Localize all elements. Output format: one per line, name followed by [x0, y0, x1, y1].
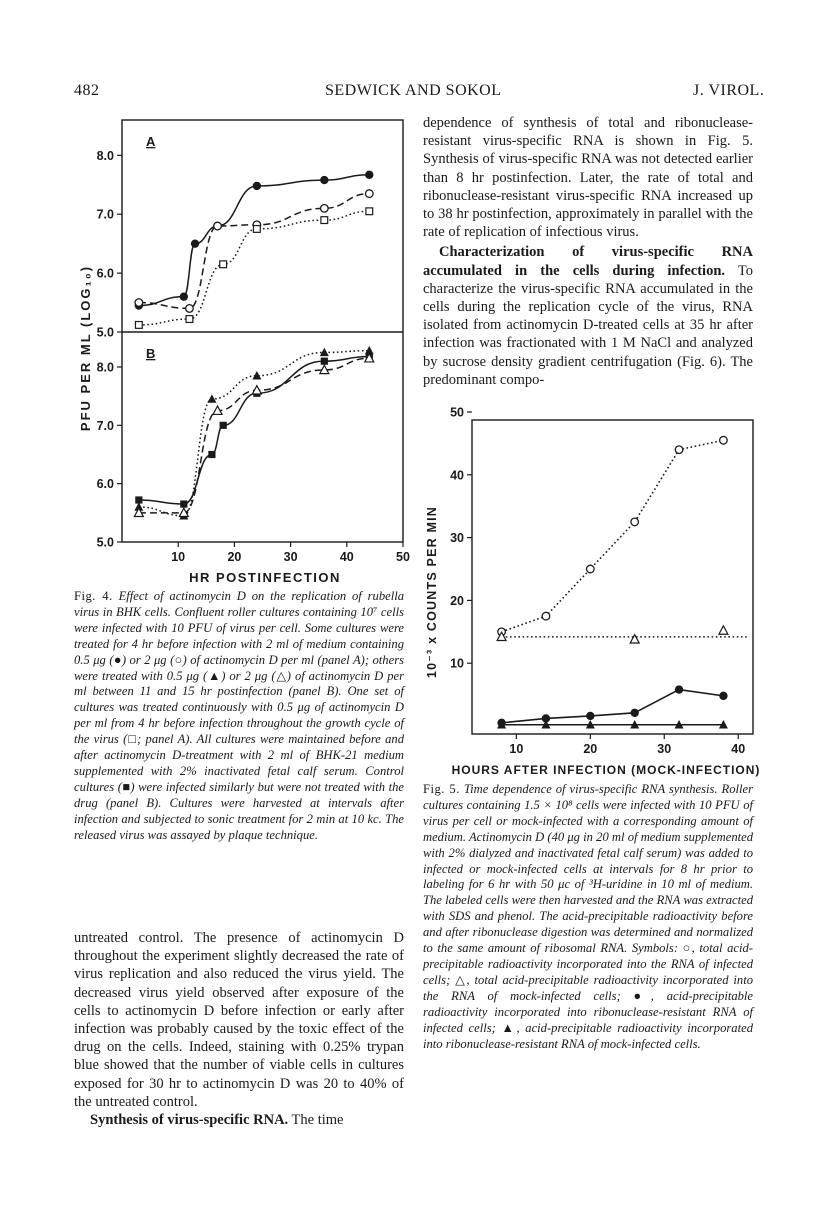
running-head-authors: SEDWICK AND SOKOL [325, 82, 502, 99]
right-paragraph-2-heading: Characterization of virus-specific RNA accumulated in the cells during infection. [423, 244, 753, 279]
fig5-y-tick-label: 50 [450, 405, 464, 420]
right-paragraph-2: To characterize the virus-specific RNA accumulated in the cells during the replication cycle of the virus, RNA isolated from actinomycin D-treated cells at 35 hr after infection was fractionated with 1 M NaCl and analyzed by sucrose density gradient centrifugation (Fig. 6). The predominant compo- [423, 262, 753, 388]
fig5-x-tick-label: 40 [731, 742, 746, 756]
fig5-x-tick-label: 30 [657, 742, 672, 756]
running-head-journal: J. VIROL. [693, 82, 765, 99]
fig5-caption-lead: Fig. 5. [423, 782, 460, 796]
fig5-series-2-point [719, 626, 728, 634]
fig4-y-axis-label: PFU PER ML (LOG₁₀) [78, 264, 93, 432]
fig4-x-tick-label: 40 [339, 550, 354, 564]
fig5-x-tick-label: 10 [509, 742, 524, 756]
panel-b-y-tick-label: 8.0 [96, 360, 114, 375]
left-paragraph-2: The time [288, 1112, 344, 1129]
fig5-y-tick-label: 40 [450, 468, 464, 483]
fig5-caption-text: Time dependence of virus-specific RNA synthesis. Roller cultures containing 1.5 × 10⁸ cells were infected with 10 PFU of virus per cell or mock-infected with a corresponding amount of medium. Actinomycin D (40 μg in 20 ml of medium supplemented with 2% dialyzed and inactivated fetal calf serum) was added to infected or mock-infected cells at intervals for 8 hr prior to labeling for 6 hr with 50 μc of ³H-uridine in 10 ml of medium. The labeled cells were then harvested and the RNA was extracted with SDS and phenol. The acid-precipitable radioactivity before and after ribonuclease digestion was determined and normalized to the same amount of ribosomal RNA. Symbols: ○, total acid-precipitable radioactivity incorporated into the RNA of infected cells; △, total acid-precipitable radioactivity incorporated into the RNA of mock-infected cells; ●, acid-precipitable radioactivity incorporated into ribonuclease-resistant RNA of infected cells; ▲, acid-precipitable radioactivity incorporated into ribonuclease-resistant RNA of mock-infected cells. [423, 782, 753, 1051]
page-number: 482 [74, 82, 100, 99]
fig4-x-tick-label: 30 [283, 550, 298, 564]
panel-a-y-tick-label: 7.0 [96, 207, 114, 222]
fig5-x-axis-label: HOURS AFTER INFECTION (MOCK-INFECTION) [451, 763, 761, 777]
fig4-x-axis-label: HR POSTINFECTION [189, 570, 341, 585]
fig4-caption [74, 589, 404, 844]
fig5-series-3-point [586, 712, 594, 720]
fig5-series-3-line [502, 690, 724, 723]
panel-a-y-tick-label: 8.0 [96, 148, 114, 163]
fig4-caption-lead: Fig. 4. [74, 589, 113, 603]
fig4-x-tick-label: 50 [396, 550, 410, 564]
panel-b-y-tick-label: 7.0 [96, 418, 114, 433]
left-paragraph-2-heading: Synthesis of virus-specific RNA. [90, 1112, 289, 1129]
left-paragraph-1: untreated control. The presence of actinomycin D throughout the experiment slightly decreased the rate of virus replication and also reduced the virus yield. The decreased virus yield observed after exposure of the cells to actinomycin D before infection or early after infection was probably caused by the toxic effect of the drug on the cells. Indeed, staining with 0.25% trypan blue showed that the number of viable cells in cultures exposed for 30 hr to actinomycin D was 20 to 40% of the untreated control. [74, 930, 404, 1110]
right-column-text [423, 114, 753, 389]
fig5-y-axis-label: 10⁻³ x COUNTS PER MIN [425, 505, 439, 679]
panel-a-label: A [146, 134, 156, 149]
fig5-series-1-point [542, 612, 550, 620]
panel-a-y-tick-label: 5.0 [96, 325, 114, 340]
fig5-x-tick-label: 20 [583, 742, 598, 756]
fig5-y-tick-label: 10 [450, 656, 464, 671]
fig4-x-tick-label: 10 [171, 550, 186, 564]
fig5-y-tick-label: 30 [450, 531, 464, 546]
fig5-series-3-point [630, 709, 638, 717]
left-column-text [74, 929, 404, 1129]
fig5-y-tick-label: 20 [450, 593, 464, 608]
right-paragraph-1: dependence of synthesis of total and ribonuclease-resistant virus-specific RNA is shown in Fig. 5. Synthesis of virus-specific RNA was not detected earlier than 8 hr postinfection. Later, the rate of total and ribonuclease-resistant virus-specific RNA increased up to 38 hr postinfection, approximately in parallel with the rate of replication of infectious virus. [423, 115, 753, 241]
fig5-series-1-line [502, 440, 724, 632]
fig5-frame [472, 420, 753, 734]
fig5-series-1-point [720, 436, 728, 444]
panel-b-y-tick-label: 6.0 [96, 477, 114, 492]
fig5-series-1-point [631, 518, 639, 526]
fig4-caption-text: Effect of actinomycin D on the replication of rubella virus in BHK cells. Confluent roller cultures containing 10⁷ cells were infected with 10 PFU of virus per cell. Some cultures were treated for 4 hr before infection with 2 ml of medium containing 0.5 μg (●) or 2 μg (○) of actinomycin D per ml (panel A); others were treated with 0.5 μg (▲) or 2 μg (△) of actinomycin D per ml between 11 and 15 hr postinfection (panel B). One set of cultures was treated continuously with 0.5 μg of actinomycin D per ml from 4 hr before infection throughout the growth cycle of the virus (□; panel A). All cultures were maintained before and after actinomycin D-treatment with 2 ml of BHK-21 medium supplemented with 2% inactivated fetal calf serum. Control cultures (■) were infected similarly but were not treated with the drug (panel B). Cultures were harvested at intervals after infection and subjected to sonic treatment for 2 min at 10 kc. The released virus was assayed by plaque technique. [74, 589, 404, 842]
fig5-series-3-point [719, 692, 727, 700]
fig5-series-1-point [675, 446, 683, 454]
fig4-x-tick-label: 20 [227, 550, 242, 564]
panel-b-y-tick-label: 5.0 [96, 535, 114, 550]
fig5-series-2-point [630, 635, 639, 643]
fig5-caption [423, 782, 753, 1052]
fig5-series-3-point [675, 685, 683, 693]
panel-b-label: B [146, 346, 156, 361]
fig5-series-1-point [587, 565, 595, 573]
panel-a-y-tick-label: 6.0 [96, 266, 114, 281]
